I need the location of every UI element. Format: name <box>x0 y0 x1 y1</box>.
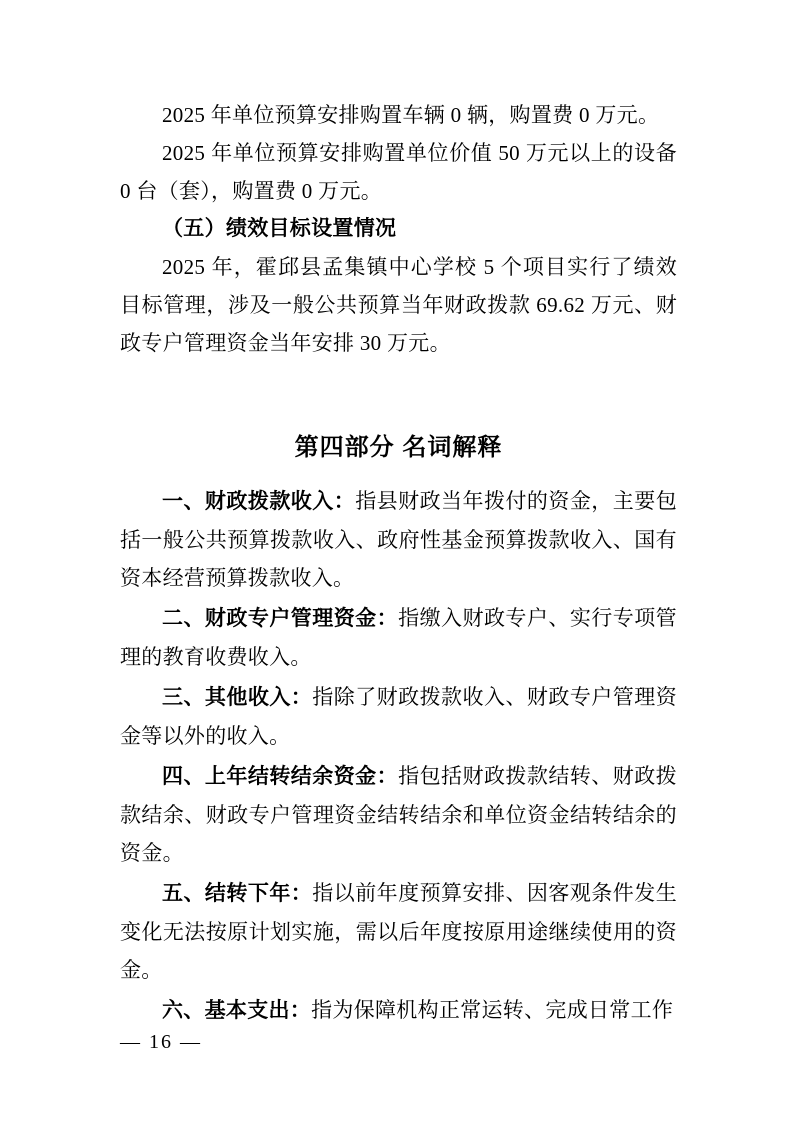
definition-term: 二、财政专户管理资金： <box>162 607 399 630</box>
definition-term: 六、基本支出： <box>162 999 312 1022</box>
definition-item <box>120 874 677 989</box>
page-number: — 16 — <box>120 1031 202 1053</box>
body-paragraph-equipment: 2025 年单位预算安排购置单位价值 50 万元以上的设备 0 台（套），购置费 0 万元。 <box>120 141 677 203</box>
definition-item <box>120 482 677 597</box>
definition-text: 指除了财政拨款收入、财政专户管理资金等以外的收入。 <box>120 685 677 748</box>
definition-text: 指为保障机构正常运转、完成日常工作 <box>311 998 674 1022</box>
definition-item <box>120 991 677 1030</box>
body-paragraph-performance: 2025 年，霍邱县孟集镇中心学校 5 个项目实行了绩效目标管理，涉及一般公共预算当年财政拨款 69.62 万元、财政专户管理资金当年安排 30 万元。 <box>120 255 677 355</box>
subsection-heading-performance-targets: （五）绩效目标设置情况 <box>162 217 397 240</box>
section-title-glossary: 第四部分 名词解释 <box>294 434 503 461</box>
definition-term: 五、结转下年： <box>162 882 313 905</box>
definition-term: 三、其他收入： <box>162 686 313 709</box>
page-content <box>120 96 677 1032</box>
definition-term: 四、上年结转结余资金： <box>162 765 399 788</box>
definition-text: 指以前年度预算安排、因客观条件发生变化无法按原计划实施，需以后年度按原用途继续使用的资金。 <box>120 881 677 982</box>
definition-term: 一、财政拨款收入： <box>162 490 356 513</box>
body-paragraph-vehicles: 2025 年单位预算安排购置车辆 0 辆，购置费 0 万元。 <box>162 103 660 127</box>
definition-item <box>120 757 677 872</box>
definition-item <box>120 678 677 755</box>
definition-text: 指包括财政拨款结转、财政拨款结余、财政专户管理资金结转结余和单位资金结转结余的资金。 <box>120 764 677 865</box>
definition-text: 指缴入财政专户、实行专项管理的教育收费收入。 <box>120 606 677 669</box>
definition-item <box>120 599 677 676</box>
definition-text: 指县财政当年拨付的资金，主要包括一般公共预算拨款收入、政府性基金预算拨款收入、国有资本经营预算拨款收入。 <box>120 489 677 590</box>
